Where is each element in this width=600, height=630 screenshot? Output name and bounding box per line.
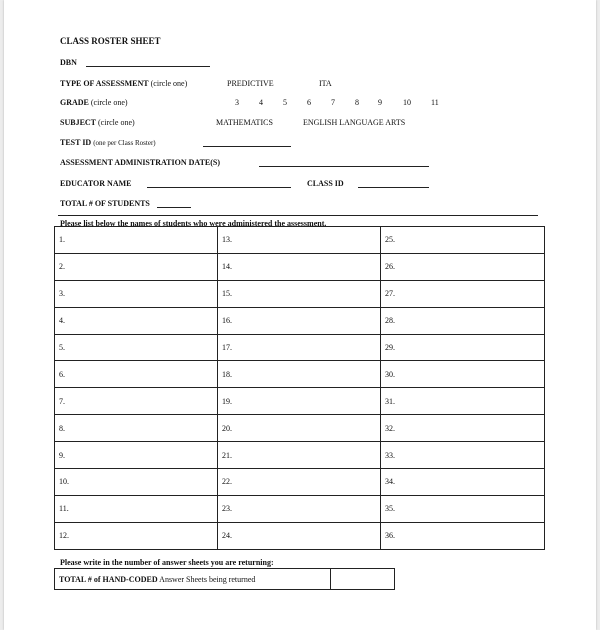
student-name-cell[interactable]: 4. [55, 307, 218, 334]
table-row [55, 307, 545, 334]
student-name-cell[interactable]: 14. [218, 253, 381, 280]
student-name-cell[interactable]: 16. [218, 307, 381, 334]
roster-page [4, 0, 596, 630]
hand-coded-label [55, 569, 331, 590]
grade-option[interactable]: 5 [283, 98, 287, 107]
grade-label [60, 98, 128, 108]
table-row [55, 280, 545, 307]
table-row [55, 442, 545, 469]
subject-hint: (circle one) [98, 118, 135, 127]
total-students-label: TOTAL # OF STUDENTS [60, 199, 150, 208]
table-row [55, 569, 395, 590]
student-name-cell[interactable]: 27. [381, 280, 545, 307]
dbn-label: DBN [60, 58, 77, 67]
test-id-label [60, 138, 156, 148]
table-row [55, 334, 545, 361]
student-name-cell[interactable]: 11. [55, 495, 218, 522]
hand-coded-count-field[interactable] [331, 569, 395, 590]
roster-table [54, 226, 545, 550]
test-id-field[interactable] [203, 146, 291, 147]
student-name-cell[interactable]: 7. [55, 388, 218, 415]
student-name-cell[interactable]: 10. [55, 469, 218, 496]
assessment-option-ita[interactable]: ITA [319, 79, 332, 88]
hand-coded-label-rest: Answer Sheets being returned [157, 574, 256, 584]
total-students-field[interactable] [157, 207, 191, 208]
table-row [55, 415, 545, 442]
list-instruction: Please list below the names of students who were administered the assessment. [60, 219, 327, 228]
student-name-cell[interactable]: 28. [381, 307, 545, 334]
subject-label-text: SUBJECT [60, 118, 97, 127]
educator-label: EDUCATOR NAME [60, 179, 132, 188]
table-row [55, 253, 545, 280]
admin-dates-field[interactable] [259, 166, 429, 167]
educator-field[interactable] [147, 187, 291, 188]
student-name-cell[interactable]: 15. [218, 280, 381, 307]
grade-option[interactable]: 10 [403, 98, 411, 107]
student-name-cell[interactable]: 2. [55, 253, 218, 280]
test-id-label-text: TEST ID [60, 138, 92, 147]
table-row [55, 495, 545, 522]
student-name-cell[interactable]: 29. [381, 334, 545, 361]
table-row [55, 469, 545, 496]
student-name-cell[interactable]: 5. [55, 334, 218, 361]
student-name-cell[interactable]: 33. [381, 442, 545, 469]
subject-option-ela[interactable]: ENGLISH LANGUAGE ARTS [303, 118, 406, 127]
student-name-cell[interactable]: 31. [381, 388, 545, 415]
student-name-cell[interactable]: 6. [55, 361, 218, 388]
admin-dates-label: ASSESSMENT ADMINISTRATION DATE(S) [60, 158, 221, 167]
class-id-field[interactable] [358, 187, 429, 188]
student-name-cell[interactable]: 19. [218, 388, 381, 415]
student-name-cell[interactable]: 36. [381, 522, 545, 549]
divider [58, 215, 538, 216]
grade-option[interactable]: 4 [259, 98, 263, 107]
student-name-cell[interactable]: 12. [55, 522, 218, 549]
assessment-option-predictive[interactable]: PREDICTIVE [227, 79, 274, 88]
student-name-cell[interactable]: 34. [381, 469, 545, 496]
dbn-field[interactable] [86, 66, 210, 67]
student-name-cell[interactable]: 8. [55, 415, 218, 442]
grade-option[interactable]: 8 [355, 98, 359, 107]
table-row [55, 361, 545, 388]
hand-coded-table [54, 568, 395, 590]
table-row [55, 227, 545, 254]
student-name-cell[interactable]: 9. [55, 442, 218, 469]
grade-option[interactable]: 7 [331, 98, 335, 107]
subject-option-math[interactable]: MATHEMATICS [216, 118, 273, 127]
assessment-label [60, 79, 187, 89]
grade-hint: (circle one) [90, 98, 128, 107]
grade-option[interactable]: 11 [431, 98, 439, 107]
student-name-cell[interactable]: 1. [55, 227, 218, 254]
student-name-cell[interactable]: 17. [218, 334, 381, 361]
student-name-cell[interactable]: 32. [381, 415, 545, 442]
student-name-cell[interactable]: 18. [218, 361, 381, 388]
return-instruction: Please write in the number of answer sheets you are returning: [60, 558, 274, 567]
subject-label [60, 118, 135, 128]
student-name-cell[interactable]: 13. [218, 227, 381, 254]
test-id-hint: (one per Class Roster) [93, 139, 156, 147]
student-name-cell[interactable]: 24. [218, 522, 381, 549]
assessment-label-text: TYPE OF ASSESSMENT [60, 79, 149, 88]
assessment-hint: (circle one) [150, 79, 188, 88]
student-name-cell[interactable]: 20. [218, 415, 381, 442]
grade-option[interactable]: 9 [378, 98, 382, 107]
grade-option[interactable]: 6 [307, 98, 311, 107]
hand-coded-label-bold: TOTAL # of HAND-CODED [59, 574, 158, 584]
student-name-cell[interactable]: 35. [381, 495, 545, 522]
class-id-label: CLASS ID [307, 179, 344, 188]
student-name-cell[interactable]: 3. [55, 280, 218, 307]
table-row [55, 388, 545, 415]
student-name-cell[interactable]: 26. [381, 253, 545, 280]
table-row [55, 522, 545, 549]
student-name-cell[interactable]: 30. [381, 361, 545, 388]
student-name-cell[interactable]: 21. [218, 442, 381, 469]
student-name-cell[interactable]: 22. [218, 469, 381, 496]
grade-option[interactable]: 3 [235, 98, 239, 107]
student-name-cell[interactable]: 23. [218, 495, 381, 522]
student-name-cell[interactable]: 25. [381, 227, 545, 254]
grade-label-text: GRADE [60, 98, 89, 107]
page-title: CLASS ROSTER SHEET [60, 36, 161, 46]
